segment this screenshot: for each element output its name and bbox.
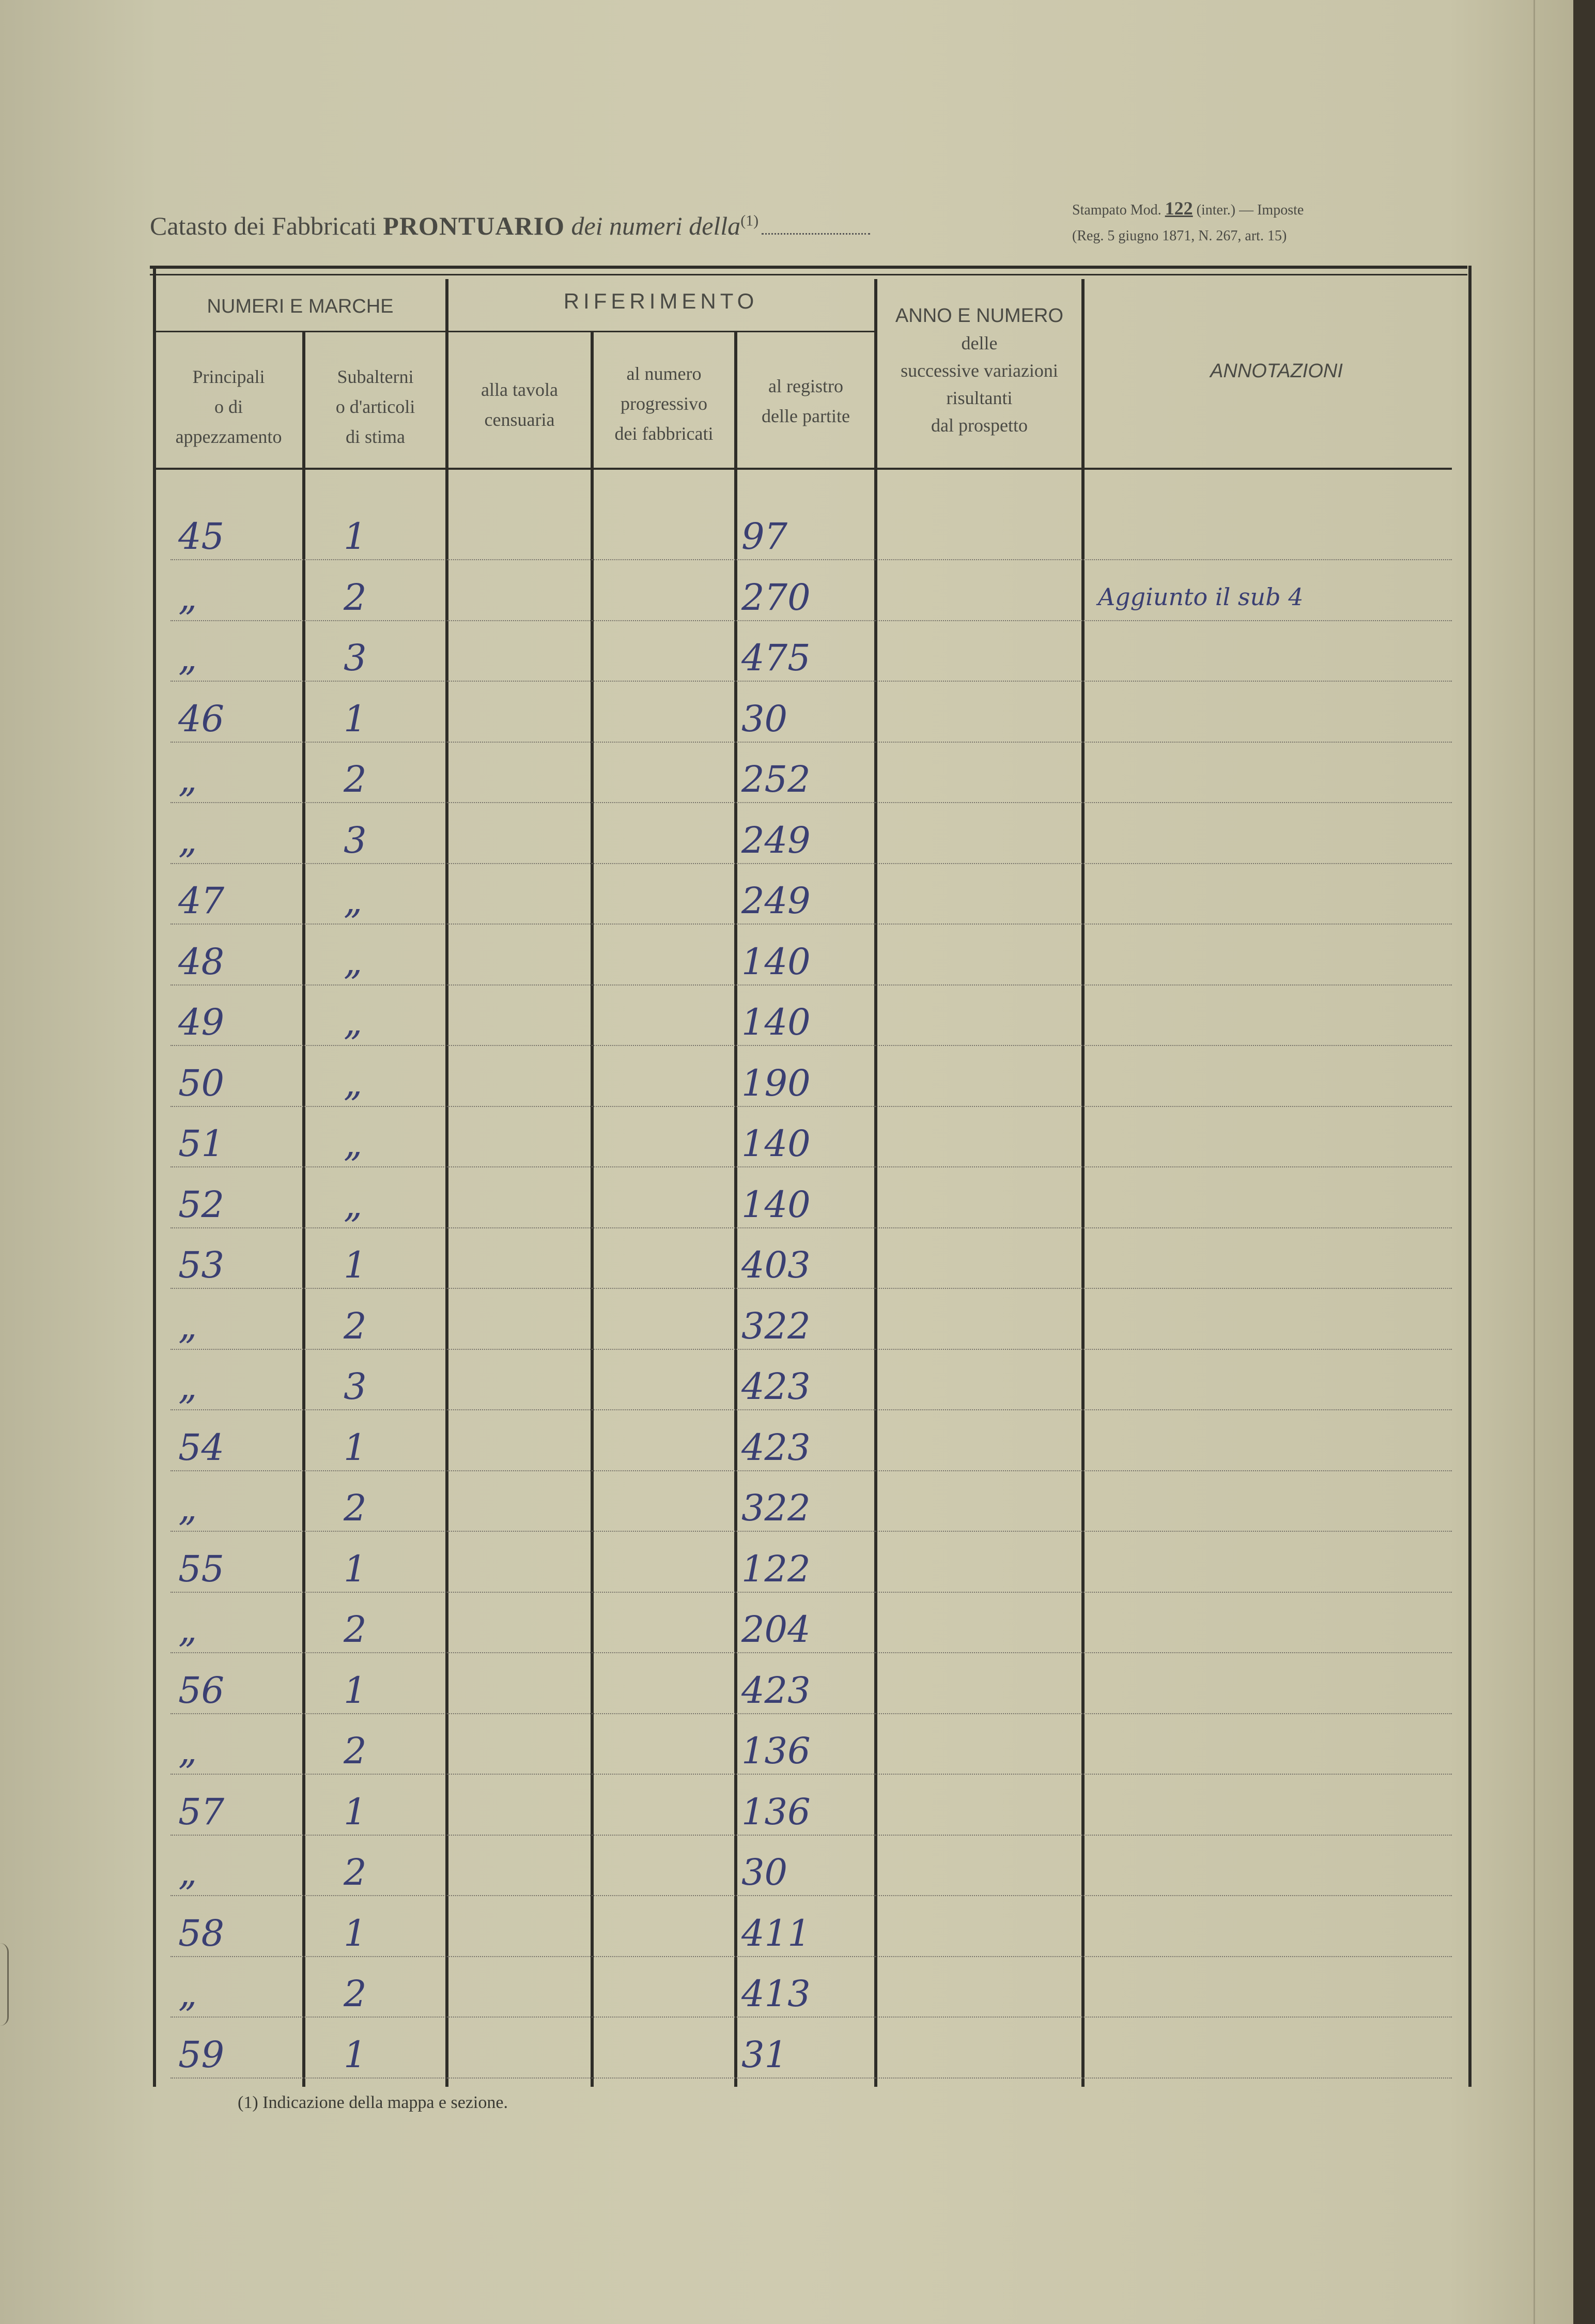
table-row-line bbox=[171, 1408, 1452, 1410]
table-row-line bbox=[171, 1530, 1452, 1532]
cell-registro: 413 bbox=[741, 1973, 811, 2015]
page-edge bbox=[1573, 0, 1595, 2324]
cell-registro: 322 bbox=[741, 1305, 811, 1347]
table-row-line bbox=[171, 922, 1452, 925]
table-right-border bbox=[1468, 266, 1472, 2087]
table-top-border bbox=[150, 266, 1467, 269]
column-divider bbox=[874, 279, 877, 2087]
page-fold bbox=[1534, 0, 1535, 2324]
title-prefix: Catasto dei Fabbricati bbox=[150, 211, 377, 240]
table-row-line bbox=[171, 1894, 1452, 1896]
header-anno-numero: ANNO E NUMERO delle successive variazioni risultanti dal prospetto bbox=[895, 305, 1064, 436]
cell-subalterno: „ bbox=[344, 1062, 363, 1104]
header-riferimento: RIFERIMENTO bbox=[563, 289, 758, 313]
cell-registro: 30 bbox=[741, 1851, 788, 1894]
model-number: 122 bbox=[1165, 198, 1193, 219]
cell-subalterno: 1 bbox=[344, 1791, 367, 1833]
cell-subalterno: 1 bbox=[344, 1426, 367, 1469]
cell-principale: „ bbox=[178, 1305, 197, 1347]
cell-principale: „ bbox=[178, 1608, 197, 1651]
cell-registro: 252 bbox=[741, 758, 811, 801]
cell-registro: 249 bbox=[741, 819, 811, 861]
title-bold: PRONTUARIO bbox=[383, 211, 565, 240]
table-row-line bbox=[171, 801, 1452, 803]
cell-principale: 51 bbox=[178, 1122, 225, 1165]
cell-subalterno: 1 bbox=[344, 1548, 367, 1590]
cell-subalterno: 1 bbox=[344, 2034, 367, 2076]
cell-principale: „ bbox=[178, 576, 197, 619]
cell-registro: 270 bbox=[741, 576, 811, 619]
column-divider bbox=[591, 331, 594, 2087]
table-row-line bbox=[171, 619, 1452, 621]
table-row-line bbox=[171, 1287, 1452, 1289]
header-subgroup-line bbox=[447, 331, 874, 332]
cell-principale: 59 bbox=[178, 2034, 225, 2076]
cell-registro: 140 bbox=[741, 1001, 811, 1043]
header-registro: al registro delle partite bbox=[762, 376, 850, 426]
table-row-line bbox=[171, 983, 1452, 986]
cell-subalterno: 1 bbox=[344, 1244, 367, 1286]
form-model-line2: (Reg. 5 giugno 1871, N. 267, art. 15) bbox=[1072, 228, 1287, 244]
cell-principale: „ bbox=[178, 1851, 197, 1894]
cell-principale: „ bbox=[178, 1730, 197, 1772]
cell-subalterno: 1 bbox=[344, 1669, 367, 1712]
cell-registro: 423 bbox=[741, 1426, 811, 1469]
cell-subalterno: 2 bbox=[344, 1730, 367, 1772]
form-model-info bbox=[1072, 195, 1304, 249]
table-row-line bbox=[171, 558, 1452, 560]
cell-registro: 475 bbox=[741, 637, 811, 679]
table-row-line bbox=[171, 2015, 1452, 2018]
cell-principale: 58 bbox=[178, 1912, 225, 1954]
column-divider bbox=[302, 331, 305, 2087]
cell-registro: 204 bbox=[741, 1608, 811, 1651]
model-label: Stampato Mod. bbox=[1072, 202, 1162, 218]
table-row-line bbox=[171, 1955, 1452, 1957]
table-row-line bbox=[171, 741, 1452, 743]
table-row-line bbox=[171, 2076, 1452, 2079]
cell-subalterno: „ bbox=[344, 880, 363, 922]
cell-registro: 411 bbox=[741, 1912, 811, 1954]
cell-principale: 57 bbox=[178, 1791, 225, 1833]
cell-subalterno: 2 bbox=[344, 576, 367, 619]
cell-subalterno: 1 bbox=[344, 1912, 367, 1954]
cell-subalterno: 3 bbox=[344, 637, 367, 679]
column-divider bbox=[1081, 279, 1085, 2087]
cell-principale: 50 bbox=[178, 1062, 225, 1104]
cell-principale: „ bbox=[178, 637, 197, 679]
cell-registro: 30 bbox=[741, 698, 788, 740]
cell-registro: 31 bbox=[741, 2034, 788, 2076]
cell-registro: 423 bbox=[741, 1365, 811, 1408]
table-row-line bbox=[171, 1469, 1452, 1471]
cell-subalterno: „ bbox=[344, 1001, 363, 1043]
table-left-border bbox=[153, 269, 156, 2087]
model-suffix: (inter.) — Imposte bbox=[1196, 202, 1304, 218]
cell-subalterno: 1 bbox=[344, 698, 367, 740]
cell-principale: 53 bbox=[178, 1244, 225, 1286]
header-annotazioni: ANNOTAZIONI bbox=[1210, 360, 1343, 382]
title-footnote-mark: (1) bbox=[740, 212, 759, 229]
cell-registro: 97 bbox=[741, 515, 788, 558]
cell-principale: 47 bbox=[178, 880, 225, 922]
form-title bbox=[150, 211, 870, 241]
cell-principale: 46 bbox=[178, 698, 225, 740]
cell-registro: 136 bbox=[741, 1730, 811, 1772]
header-tavola: alla tavola censuaria bbox=[481, 379, 558, 430]
table-row-line bbox=[171, 1226, 1452, 1228]
cell-subalterno: „ bbox=[344, 941, 363, 983]
cell-subalterno: 2 bbox=[344, 1851, 367, 1894]
cell-principale: 49 bbox=[178, 1001, 225, 1043]
cell-registro: 322 bbox=[741, 1487, 811, 1529]
table-row-line bbox=[171, 1712, 1452, 1714]
table-row-line bbox=[171, 1773, 1452, 1775]
header-numero-progressivo: al numero progressivo dei fabbricati bbox=[614, 363, 714, 444]
cell-registro: 140 bbox=[741, 1122, 811, 1165]
form-model-line1 bbox=[1072, 195, 1304, 223]
column-divider bbox=[445, 279, 448, 2087]
cell-registro: 423 bbox=[741, 1669, 811, 1712]
header-numeri-marche: NUMERI E MARCHE bbox=[207, 296, 394, 317]
cell-subalterno: 3 bbox=[344, 1365, 367, 1408]
cell-principale: „ bbox=[178, 1487, 197, 1529]
header-subgroup-line bbox=[155, 331, 445, 332]
title-blank-line bbox=[762, 233, 870, 235]
cell-registro: 140 bbox=[741, 941, 811, 983]
cell-registro: 190 bbox=[741, 1062, 811, 1104]
table-row-line bbox=[171, 1165, 1452, 1167]
cell-principale: 55 bbox=[178, 1548, 225, 1590]
table-row-line bbox=[171, 680, 1452, 682]
cell-principale: 56 bbox=[178, 1669, 225, 1712]
cell-principale: 48 bbox=[178, 941, 225, 983]
table-row-line bbox=[171, 1105, 1452, 1107]
table-row-line bbox=[171, 862, 1452, 864]
cell-subalterno: 2 bbox=[344, 1487, 367, 1529]
cell-principale: 45 bbox=[178, 515, 225, 558]
cell-registro: 136 bbox=[741, 1791, 811, 1833]
table-row-line bbox=[171, 1591, 1452, 1593]
cell-principale: „ bbox=[178, 1365, 197, 1408]
cell-principale: „ bbox=[178, 758, 197, 801]
cell-principale: 52 bbox=[178, 1183, 225, 1226]
column-divider bbox=[734, 331, 737, 2087]
table-row-line bbox=[171, 1348, 1452, 1350]
cell-subalterno: 2 bbox=[344, 758, 367, 801]
header-bottom-line bbox=[155, 468, 1452, 470]
cell-subalterno: 2 bbox=[344, 1608, 367, 1651]
cell-principale: „ bbox=[178, 819, 197, 861]
table-row-line bbox=[171, 1044, 1452, 1046]
title-italic: dei numeri della bbox=[571, 211, 741, 240]
cell-registro: 249 bbox=[741, 880, 811, 922]
header-subalterni: Subalterni o d'articoli di stima bbox=[335, 366, 415, 447]
table-row-line bbox=[171, 1834, 1452, 1836]
cell-subalterno: „ bbox=[344, 1122, 363, 1165]
footnote: (1) Indicazione della mappa e sezione. bbox=[238, 2093, 508, 2112]
table-top-border-inner bbox=[150, 274, 1467, 275]
cell-subalterno: 2 bbox=[344, 1973, 367, 2015]
cell-principale: „ bbox=[178, 1973, 197, 2015]
cell-registro: 403 bbox=[741, 1244, 811, 1286]
cell-annotazione: Aggiunto il sub 4 bbox=[1098, 583, 1304, 611]
page-tear bbox=[0, 1943, 9, 2026]
cell-subalterno: 1 bbox=[344, 515, 367, 558]
table-row-line bbox=[171, 1651, 1452, 1653]
cell-subalterno: 3 bbox=[344, 819, 367, 861]
cell-subalterno: „ bbox=[344, 1183, 363, 1226]
cell-principale: 54 bbox=[178, 1426, 225, 1469]
cell-registro: 122 bbox=[741, 1548, 811, 1590]
cell-subalterno: 2 bbox=[344, 1305, 367, 1347]
header-principali: Principali o di appezzamento bbox=[175, 366, 282, 447]
cell-registro: 140 bbox=[741, 1183, 811, 1226]
